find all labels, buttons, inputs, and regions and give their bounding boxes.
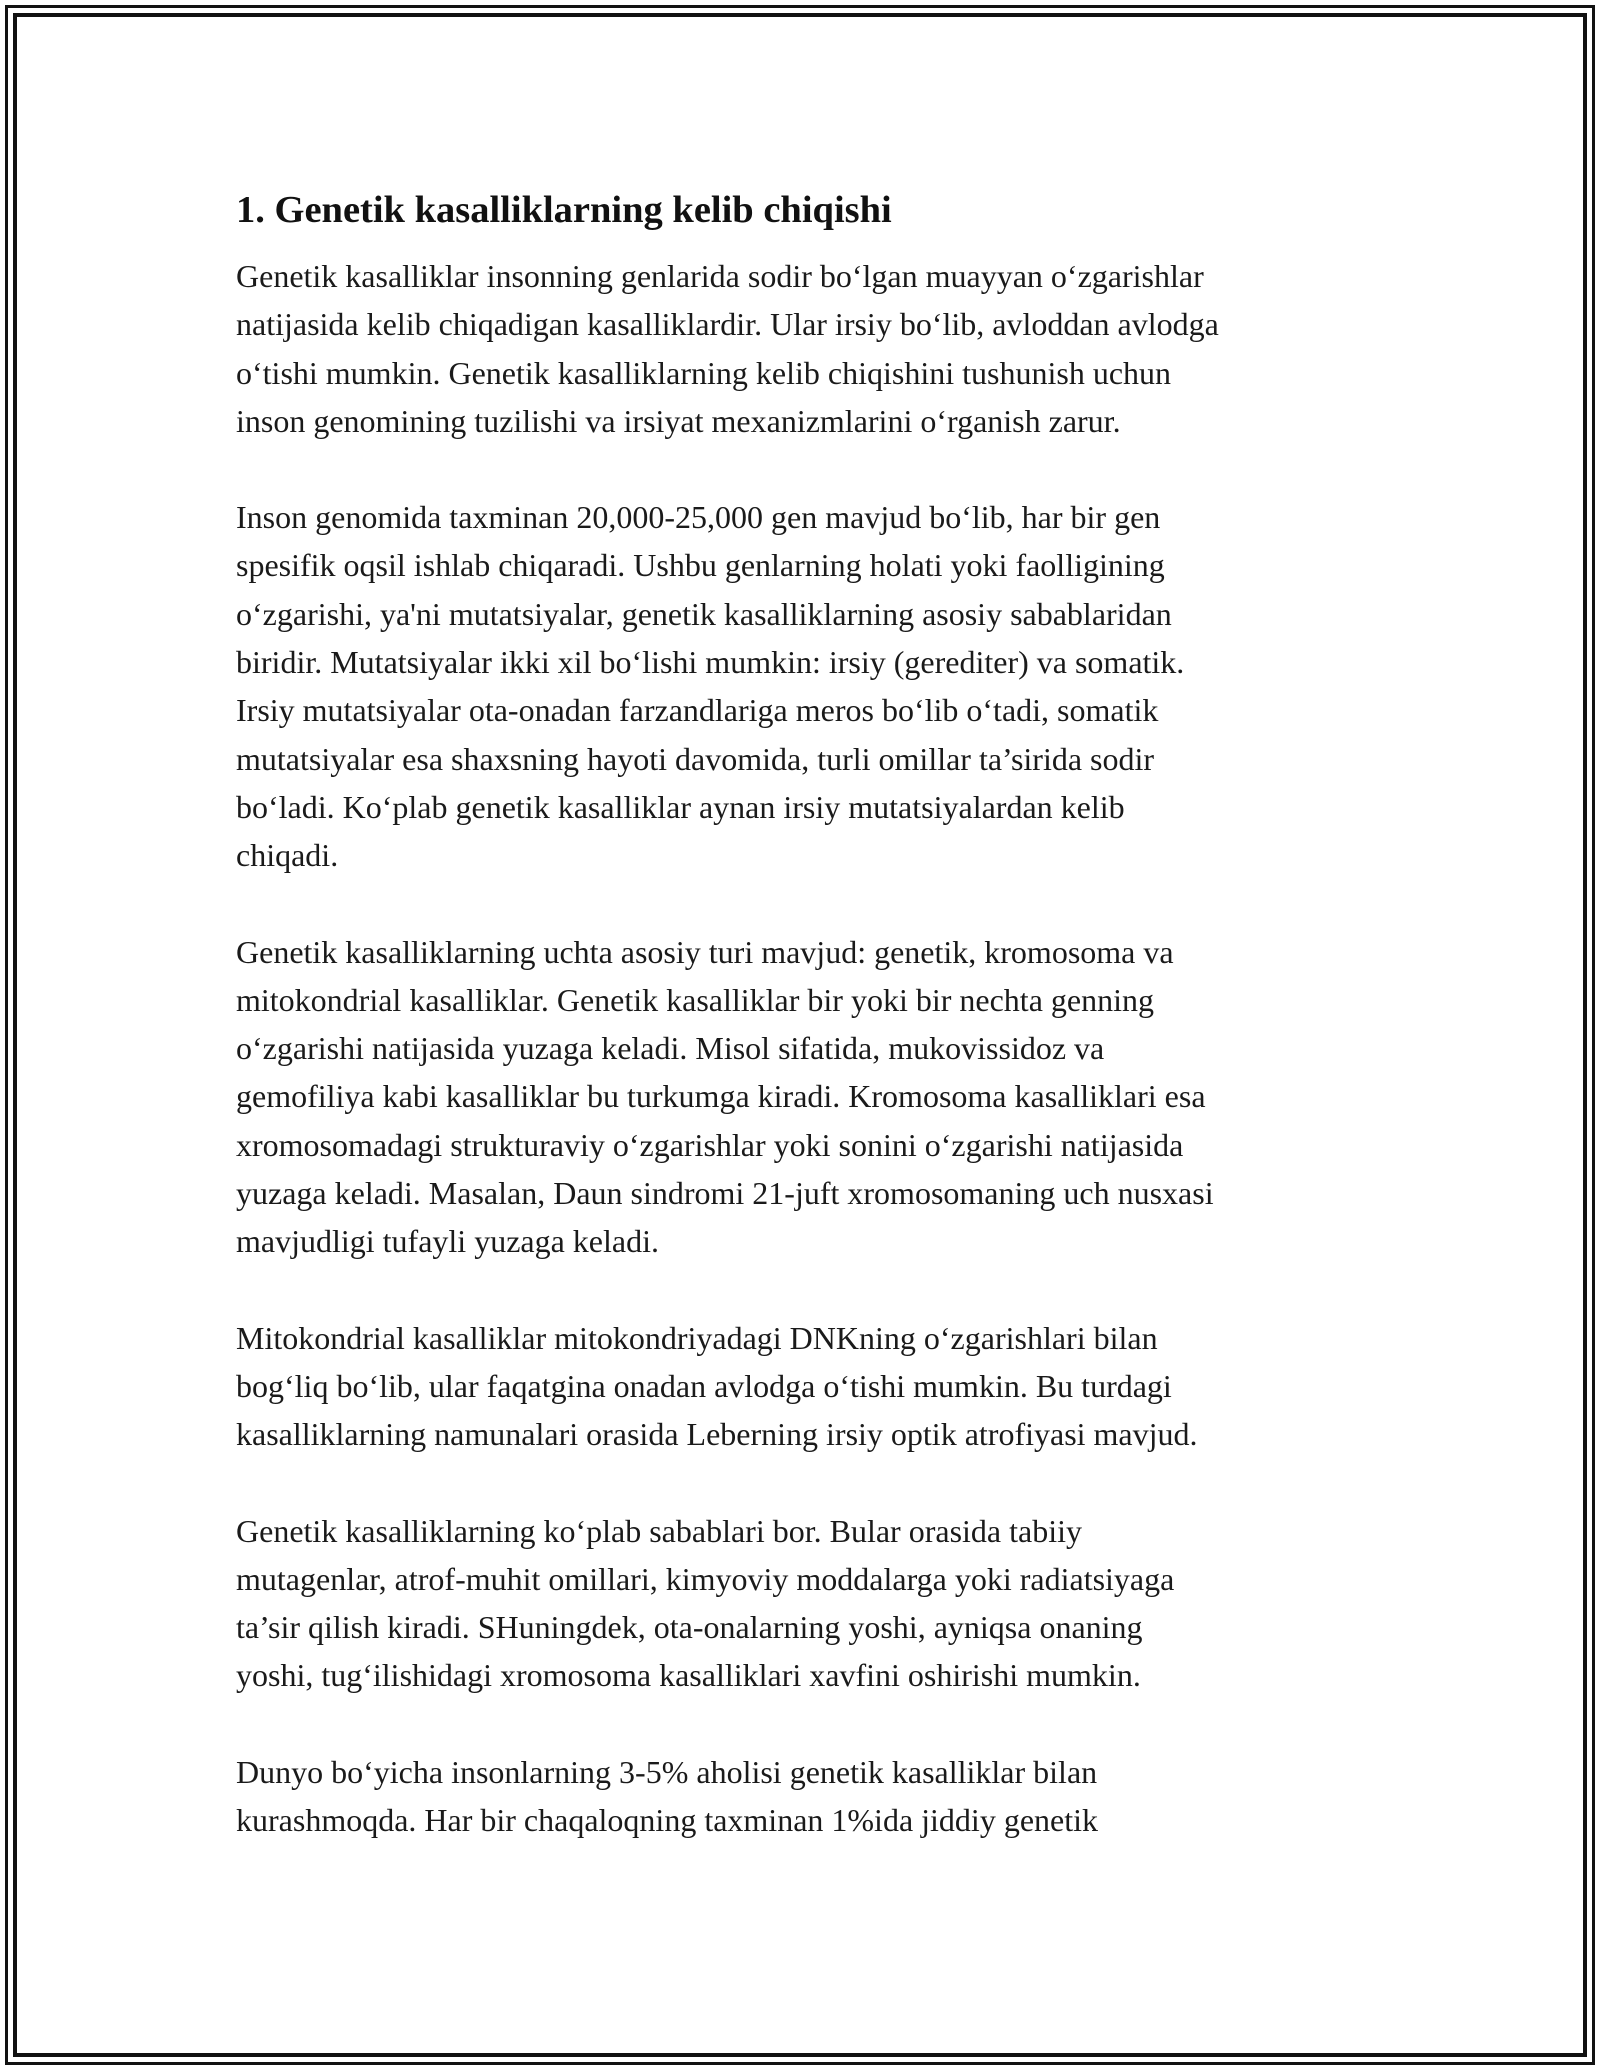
paragraph-5: [236, 1507, 1386, 1700]
text-line: oʻzgarishi, ya'ni mutatsiyalar, genetik kasalliklarning asosiy sabablaridan: [236, 595, 1172, 632]
paragraph-4: [236, 1314, 1386, 1459]
paragraph-1: [236, 252, 1386, 445]
text-line: Dunyo boʻyicha insonlarning 3-5% aholisi genetik kasalliklar bilan: [236, 1753, 1098, 1790]
text-line: Inson genomida taxminan 20,000-25,000 gen mavjud boʻlib, har bir gen: [236, 499, 1161, 536]
text-line: mavjudligi tufayli yuzaga keladi.: [236, 1223, 659, 1260]
text-line: inson genomining tuzilishi va irsiyat mexanizmlarini oʻrganish zarur.: [236, 402, 1121, 439]
text-line: Genetik kasalliklar insonning genlarida sodir boʻlgan muayyan oʻzgarishlar: [236, 258, 1204, 294]
text-line: Genetik kasalliklarning koʻplab sabablari bor. Bular orasida tabiiy: [236, 1512, 1082, 1549]
document-body: [236, 186, 1386, 1892]
text-line: bogʻliq boʻlib, ular faqatgina onadan avlodga oʻtishi mumkin. Bu turdagi: [236, 1367, 1172, 1404]
text-line: ta’sir qilish kiradi. SHuningdek, ota-onalarning yoshi, ayniqsa onaning: [236, 1609, 1143, 1646]
text-line: spesifik oqsil ishlab chiqaradi. Ushbu genlarning holati yoki faolligining: [236, 547, 1165, 584]
text-line: oʻtishi mumkin. Genetik kasalliklarning kelib chiqishini tushunish uchun: [236, 354, 1172, 391]
text-line: kasalliklarning namunalari orasida Leberning irsiy optik atrofiyasi mavjud.: [236, 1416, 1198, 1453]
text-line: mutagenlar, atrof-muhit omillari, kimyoviy moddalarga yoki radiatsiyaga: [236, 1560, 1175, 1597]
section-heading: 1. Genetik kasalliklarning kelib chiqishi: [236, 189, 892, 231]
text-line: boʻladi. Koʻplab genetik kasalliklar aynan irsiy mutatsiyalardan kelib: [236, 788, 1125, 825]
text-line: mutatsiyalar esa shaxsning hayoti davomida, turli omillar ta’sirida sodir: [236, 740, 1155, 777]
text-line: yoshi, tugʻilishidagi xromosoma kasalliklari xavfini oshirishi mumkin.: [236, 1657, 1141, 1694]
text-line: natijasida kelib chiqadigan kasalliklardir. Ular irsiy boʻlib, avloddan avlodga: [236, 306, 1219, 343]
text-line: Irsiy mutatsiyalar ota-onadan farzandlariga meros boʻlib oʻtadi, somatik: [236, 692, 1159, 729]
text-line: Genetik kasalliklarning uchta asosiy turi mavjud: genetik, kromosoma va: [236, 933, 1174, 970]
text-line: yuzaga keladi. Masalan, Daun sindromi 21-juft xromosomaning uch nusxasi: [236, 1175, 1214, 1212]
text-line: mitokondrial kasalliklar. Genetik kasalliklar bir yoki bir nechta genning: [236, 981, 1154, 1018]
text-line: xromosomadagi strukturaviy oʻzgarishlar yoki sonini oʻzgarishi natijasida: [236, 1126, 1184, 1163]
text-line: kurashmoqda. Har bir chaqaloqning taxminan 1%ida jiddiy genetik: [236, 1802, 1098, 1839]
text-line: gemofiliya kabi kasalliklar bu turkumga kiradi. Kromosoma kasalliklari esa: [236, 1078, 1206, 1115]
text-line: chiqadi.: [236, 837, 339, 874]
text-line: biridir. Mutatsiyalar ikki xil boʻlishi mumkin: irsiy (gerediter) va somatik.: [236, 644, 1185, 681]
text-line: oʻzgarishi natijasida yuzaga keladi. Misol sifatida, mukovissidoz va: [236, 1030, 1105, 1067]
text-line: Mitokondrial kasalliklar mitokondriyadagi DNKning oʻzgarishlari bilan: [236, 1319, 1158, 1356]
paragraph-3: [236, 928, 1386, 1266]
paragraph-6: [236, 1748, 1386, 1845]
paragraph-2: [236, 493, 1386, 879]
